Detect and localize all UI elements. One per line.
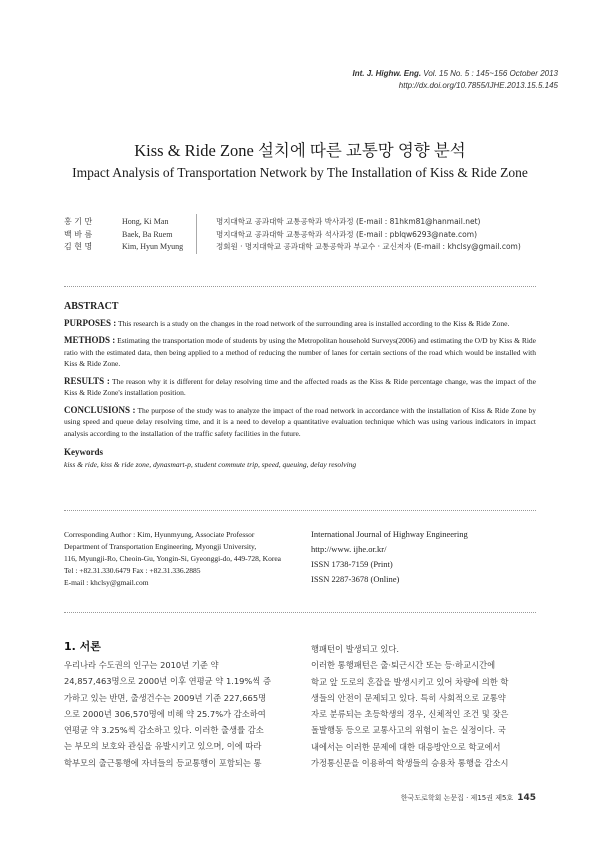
section-title: 1. 서론 <box>64 640 101 653</box>
journal-info <box>311 527 468 587</box>
journal-header <box>352 68 558 92</box>
body-line: 가하고 있는 반면, 출생건수는 2009년 기준 227,665명 <box>64 692 267 703</box>
author-english-name: Hong, Ki Man <box>122 217 169 226</box>
body-column-left <box>64 657 290 771</box>
purposes-text: This research is a study on the changes in the road network of the surrounding area is installed according to the Kiss & Ride Zone. <box>116 318 510 328</box>
author-korean-name: 김 현 명 <box>64 242 93 251</box>
results-text: The reason why it is different for delay resolving time and the affected roads as the Kiss & Ride percentage change, was the impact of the Kiss & Ride Zone's installation position. <box>64 376 536 397</box>
journal-citation <box>352 68 558 80</box>
doi-link[interactable]: http://dx.doi.org/10.7855/IJHE.2013.15.5.145 <box>398 81 558 90</box>
divider-middle <box>64 510 536 511</box>
page-footer <box>401 793 536 803</box>
author-affiliation: 명지대학교 공과대학 교통공학과 석사과정 (E-mail : pblqw6293@nate.com) <box>216 229 477 239</box>
corr-line: Department of Transportation Engineering, Myongji University, <box>64 542 257 551</box>
author-divider <box>196 214 197 254</box>
keywords-text: kiss & ride, kiss & ride zone, dynasmart-p, student commute trip, speed, queuing, delay resolving <box>64 459 357 469</box>
author-affiliation: 정회원 · 명지대학교 공과대학 교통공학과 부교수 · 교신저자 (E-mail : khclsy@gmail.com) <box>216 242 521 251</box>
title-english: Impact Analysis of Transportation Network by The Installation of Kiss & Ride Zone <box>72 165 528 180</box>
corr-line: Corresponding Author : Kim, Hyunmyung, Associate Professor <box>64 530 255 539</box>
corr-line: 116, Myungji-Ro, Cheoin-Gu, Yongin-Si, Gyeonggi-do, 449-728, Korea <box>64 554 282 563</box>
ijhe-url[interactable]: http://www. ijhe.or.kr/ <box>311 544 387 554</box>
body-line: 자로 분류되는 초등학생의 경우, 신체적인 조건 및 잦은 <box>311 709 509 720</box>
ijhe-name: International Journal of Highway Engineering <box>311 529 468 539</box>
abstract-purposes <box>64 318 536 330</box>
divider-top <box>64 286 536 287</box>
author-row <box>64 229 521 242</box>
body-line: 이러한 통행패턴은 출·퇴근시간 또는 등·하교시간에 <box>311 660 496 671</box>
corr-email: E-mail : khclsy@gmail.com <box>64 578 149 587</box>
page-number: 145 <box>517 793 536 803</box>
divider-bottom <box>64 612 536 613</box>
keywords-heading: Keywords <box>64 447 103 457</box>
journal-name: Int. J. Highw. Eng. <box>352 69 422 78</box>
author-english-name: Baek, Ba Ruem <box>122 229 173 239</box>
abstract-results <box>64 376 536 399</box>
body-line: 생들의 안전이 문제되고 있다. 특히 사회적으로 교통약 <box>311 692 506 703</box>
abstract-block <box>64 301 536 470</box>
methods-text: Estimating the transportation mode of students by using the Metropolitan household Surveys(2006) and estimating the O/D by Kiss & Ride ratio with the estimated data, then being applied to a method of reducing the number of lanes for certain sections of the road which would be installed with Kiss & Ride Zone. <box>64 336 536 368</box>
body-line: 가정통신문을 이용하여 학생들의 승용차 통행을 감소시 <box>311 758 509 769</box>
ijhe-issn-online: ISSN 2287-3678 (Online) <box>311 574 400 584</box>
footer-journal: 한국도로학회 논문집 · 제15권 제5호 <box>400 794 514 802</box>
body-line: 는 부모의 보호와 관심을 유발시키고 있으며, 이에 따라 <box>64 741 262 752</box>
methods-label: METHODS : <box>64 335 116 345</box>
body-line: 연평균 약 3.25%씩 감소하고 있다. 이러한 출생률 감소 <box>64 725 264 736</box>
abstract-conclusions <box>64 405 536 440</box>
author-list <box>64 216 521 254</box>
corresponding-author <box>64 529 281 589</box>
journal-volume: Vol. 15 No. 5 : 145~156 October 2013 <box>421 69 558 78</box>
corr-line: Tel : +82.31.330.6479 Fax : +82.31.336.2885 <box>64 566 201 575</box>
body-line: 24,857,463명으로 2000년 이후 연평균 약 1.19%씩 증 <box>64 676 271 687</box>
body-line: 내에서는 이러한 문제에 대한 대응방안으로 학교에서 <box>311 741 501 752</box>
abstract-heading: ABSTRACT <box>64 301 119 312</box>
author-affiliation: 명지대학교 공과대학 교통공학과 박사과정 (E-mail : 81hkm81@hanmail.net) <box>216 217 481 226</box>
body-line: 우리나라 수도권의 인구는 2010년 기준 약 <box>64 660 219 670</box>
author-row <box>64 216 521 229</box>
ijhe-issn-print: ISSN 1738-7159 (Print) <box>311 559 393 569</box>
conclusions-text: The purpose of the study was to analyze the impact of the road network in accordance with the installation of Kiss & Ride Zone by using speed and queue delay resolving time, and it is a need to develop a quantitative evaluation technique which was using various indicators in impact analysis according to the installation of the traffic safety facilities in the future. <box>64 405 536 438</box>
purposes-label: PURPOSES : <box>64 317 117 328</box>
title-korean: Kiss & Ride Zone 설치에 따른 교통망 영향 분석 <box>134 141 466 160</box>
body-column-right <box>311 641 537 771</box>
author-row <box>64 241 521 254</box>
body-line: 으로 2000년 306,570명에 비해 약 25.7%가 감소하여 <box>64 708 266 719</box>
conclusions-label: CONCLUSIONS : <box>64 404 136 415</box>
author-english-name: Kim, Hyun Myung <box>122 242 184 251</box>
body-line: 돌발행동 등으로 교통사고의 위험이 높은 실정이다. 국 <box>311 725 506 736</box>
body-line: 학교 앞 도로의 혼잡을 발생시키고 있어 차량에 의한 학 <box>311 676 509 687</box>
author-korean-name: 백 바 름 <box>64 229 93 239</box>
body-line: 행패턴이 발생되고 있다. <box>311 644 400 654</box>
author-korean-name: 홍 기 만 <box>64 217 93 226</box>
results-label: RESULTS : <box>64 375 110 386</box>
body-line: 학부모의 출근통행에 자녀들의 등교통행이 포함되는 통 <box>64 757 262 768</box>
abstract-methods <box>64 335 536 370</box>
